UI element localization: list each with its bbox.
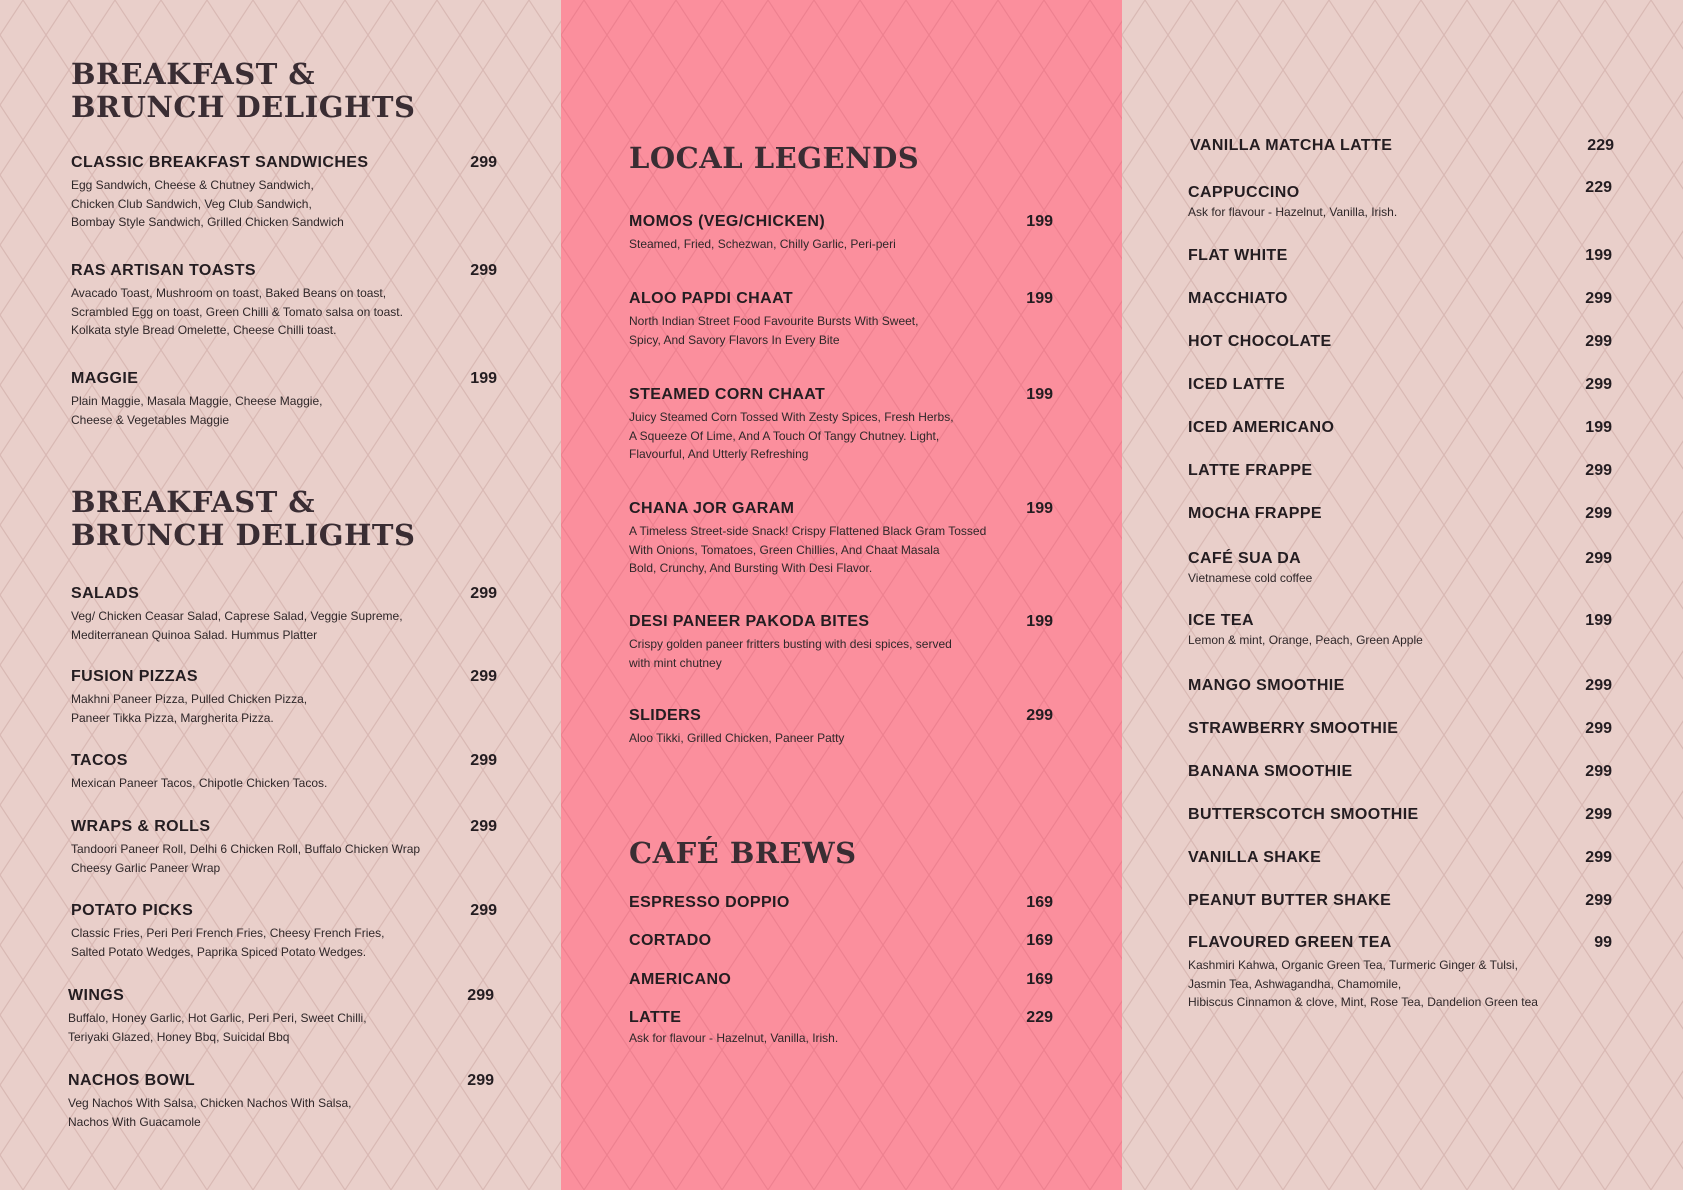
- menu-item: [1188, 333, 1612, 351]
- item-price: 99: [1594, 934, 1612, 951]
- item-price: 229: [1587, 137, 1614, 154]
- item-description: Aloo Tikki, Grilled Chicken, Paneer Patty: [629, 731, 845, 745]
- item-price: 299: [1585, 333, 1612, 350]
- item-name: MANGO SMOOTHIE: [1188, 677, 1345, 694]
- menu-item: [1188, 934, 1612, 1012]
- item-price: 229: [1585, 179, 1612, 196]
- item-name: MOMOS (VEG/CHICKEN): [629, 213, 826, 230]
- item-description: Classic Fries, Peri Peri French Fries, Cheesy French Fries, Salted Potato Wedges, Paprika Spiced Potato Wedges.: [71, 926, 385, 959]
- menu-item: [629, 386, 1053, 464]
- item-price: 299: [467, 987, 494, 1004]
- section-heading-brunch: BREAKFAST & BRUNCH DELIGHTS: [71, 485, 416, 552]
- menu-item: [1188, 763, 1612, 781]
- right-panel: [1122, 0, 1683, 1190]
- item-name: ESPRESSO DOPPIO: [629, 894, 790, 911]
- item-name: SALADS: [71, 585, 140, 602]
- item-name: MAGGIE: [71, 370, 139, 387]
- menu-item: [1188, 505, 1612, 523]
- item-name: VANILLA SHAKE: [1188, 849, 1322, 866]
- item-description: Vietnamese cold coffee: [1188, 571, 1313, 585]
- item-name: FUSION PIZZAS: [71, 668, 198, 685]
- item-name: STRAWBERRY SMOOTHIE: [1188, 720, 1399, 737]
- menu-item: [1188, 376, 1612, 394]
- item-name: LATTE FRAPPE: [1188, 462, 1313, 479]
- menu-item: [71, 585, 497, 644]
- item-description: A Timeless Street-side Snack! Crispy Flattened Black Gram Tossed With Onions, Tomatoes, Green Chillies, And Chaat Masala Bold, Crunchy, And Bursting With Desi Flavor.: [629, 524, 987, 575]
- section-heading-breakfast: BREAKFAST & BRUNCH DELIGHTS: [71, 57, 416, 124]
- item-name: CAFÉ SUA DA: [1188, 550, 1302, 567]
- item-name: CAPPUCCINO: [1188, 184, 1300, 201]
- item-name: STEAMED CORN CHAAT: [629, 386, 826, 403]
- item-price: 299: [1585, 806, 1612, 823]
- item-description: Kashmiri Kahwa, Organic Green Tea, Turmeric Ginger & Tulsi, Jasmin Tea, Ashwagandha, Chamomile, Hibiscus Cinnamon & clove, Mint, Rose Tea, Dandelion Green tea: [1188, 958, 1538, 1009]
- item-price: 199: [1026, 613, 1053, 630]
- menu-item: [71, 902, 497, 961]
- item-price: 299: [1585, 505, 1612, 522]
- item-name: CORTADO: [629, 932, 712, 949]
- item-price: 199: [1026, 386, 1053, 403]
- item-price: 229: [1026, 1009, 1053, 1026]
- menu-item: [629, 894, 1053, 912]
- item-price: 299: [470, 752, 497, 769]
- item-price: 299: [1585, 849, 1612, 866]
- menu-item: [1188, 290, 1612, 308]
- item-name: VANILLA MATCHA LATTE: [1190, 137, 1393, 154]
- item-price: 199: [470, 370, 497, 387]
- menu-item: [1188, 677, 1612, 695]
- item-description: Steamed, Fried, Schezwan, Chilly Garlic, Peri-peri: [629, 237, 896, 251]
- item-price: 299: [1585, 720, 1612, 737]
- item-description: Buffalo, Honey Garlic, Hot Garlic, Peri Peri, Sweet Chilli, Teriyaki Glazed, Honey Bbq, Suicidal Bbq: [68, 1011, 367, 1044]
- menu-item: [629, 213, 1053, 254]
- item-name: SLIDERS: [629, 707, 702, 724]
- item-price: 299: [470, 668, 497, 685]
- item-description: North Indian Street Food Favourite Bursts With Sweet, Spicy, And Savory Flavors In Every Bite: [629, 314, 919, 347]
- left-panel: [0, 0, 561, 1190]
- menu-item: [1188, 720, 1612, 738]
- item-description: Tandoori Paneer Roll, Delhi 6 Chicken Roll, Buffalo Chicken Wrap Cheesy Garlic Paneer Wrap: [71, 842, 421, 875]
- item-description: Mexican Paneer Tacos, Chipotle Chicken Tacos.: [71, 776, 328, 790]
- item-name: CHANA JOR GARAM: [629, 500, 795, 517]
- item-description: Lemon & mint, Orange, Peach, Green Apple: [1188, 633, 1423, 647]
- menu-item: [71, 752, 497, 793]
- item-name: WINGS: [68, 987, 125, 1004]
- menu-item: [1188, 806, 1612, 824]
- menu-item: [1188, 612, 1612, 650]
- item-price: 299: [1585, 376, 1612, 393]
- menu-item: [629, 1009, 1053, 1048]
- menu-item: [1188, 179, 1612, 222]
- item-price: 299: [470, 818, 497, 835]
- item-name: MOCHA FRAPPE: [1188, 505, 1322, 522]
- item-price: 199: [1026, 290, 1053, 307]
- menu-item: [1188, 247, 1612, 265]
- item-description: Juicy Steamed Corn Tossed With Zesty Spices, Fresh Herbs, A Squeeze Of Lime, And A Touch Of Tangy Chutney. Light, Flavourful, And Utterly Refreshing: [629, 410, 954, 461]
- menu-item: [71, 262, 497, 340]
- item-name: MACCHIATO: [1188, 290, 1288, 307]
- item-description: Veg/ Chicken Ceasar Salad, Caprese Salad, Veggie Supreme, Mediterranean Quinoa Salad. Hummus Platter: [71, 609, 403, 642]
- item-name: CLASSIC BREAKFAST SANDWICHES: [71, 154, 369, 171]
- menu-item: [629, 290, 1053, 349]
- item-description: Egg Sandwich, Cheese & Chutney Sandwich, Chicken Club Sandwich, Veg Club Sandwich, Bombay Style Sandwich, Grilled Chicken Sandwich: [71, 178, 344, 229]
- item-price: 199: [1026, 213, 1053, 230]
- item-price: 199: [1585, 247, 1612, 264]
- section-heading-local-legends: LOCAL LEGENDS: [629, 141, 920, 175]
- item-name: ICE TEA: [1188, 612, 1254, 629]
- item-price: 299: [470, 902, 497, 919]
- item-price: 299: [1585, 550, 1612, 567]
- item-price: 169: [1026, 894, 1053, 911]
- menu-item: [629, 500, 1053, 578]
- item-price: 299: [467, 1072, 494, 1089]
- item-price: 169: [1026, 932, 1053, 949]
- item-name: RAS ARTISAN TOASTS: [71, 262, 256, 279]
- menu-item: [1188, 462, 1612, 480]
- item-price: 299: [470, 154, 497, 171]
- item-price: 199: [1585, 612, 1612, 629]
- item-name: FLAVOURED GREEN TEA: [1188, 934, 1392, 951]
- item-price: 199: [1026, 500, 1053, 517]
- menu-item: [629, 971, 1053, 989]
- item-price: 299: [1585, 892, 1612, 909]
- item-name: HOT CHOCOLATE: [1188, 333, 1332, 350]
- item-name: AMERICANO: [629, 971, 732, 988]
- item-price: 299: [1585, 677, 1612, 694]
- menu-item: [71, 154, 497, 232]
- menu-item: [68, 1072, 494, 1131]
- item-name: POTATO PICKS: [71, 902, 194, 919]
- menu-item: [1190, 137, 1614, 155]
- menu-item: [629, 707, 1053, 748]
- item-name: LATTE: [629, 1009, 682, 1026]
- menu-item: [1188, 550, 1612, 588]
- item-price: 169: [1026, 971, 1053, 988]
- section-heading-cafe-brews: CAFÉ BREWS: [629, 836, 857, 870]
- menu-item: [629, 613, 1053, 672]
- item-description: Ask for flavour - Hazelnut, Vanilla, Irish.: [1188, 205, 1398, 219]
- item-description: Plain Maggie, Masala Maggie, Cheese Maggie, Cheese & Vegetables Maggie: [71, 394, 323, 427]
- item-price: 299: [1585, 462, 1612, 479]
- item-name: PEANUT BUTTER SHAKE: [1188, 892, 1392, 909]
- item-name: BANANA SMOOTHIE: [1188, 763, 1353, 780]
- menu-item: [68, 987, 494, 1046]
- item-description: Crispy golden paneer fritters busting with desi spices, served with mint chutney: [629, 637, 952, 670]
- item-description: Avacado Toast, Mushroom on toast, Baked Beans on toast, Scrambled Egg on toast, Green Chilli & Tomato salsa on toast. Kolkata style Bread Omelette, Cheese Chilli toast.: [71, 286, 403, 337]
- item-name: WRAPS & ROLLS: [71, 818, 211, 835]
- menu-item: [71, 818, 497, 877]
- item-name: DESI PANEER PAKODA BITES: [629, 613, 870, 630]
- item-name: ALOO PAPDI CHAAT: [629, 290, 794, 307]
- item-price: 299: [1026, 707, 1053, 724]
- item-price: 299: [1585, 763, 1612, 780]
- menu-item: [71, 668, 497, 727]
- item-description: Makhni Paneer Pizza, Pulled Chicken Pizza, Paneer Tikka Pizza, Margherita Pizza.: [71, 692, 308, 725]
- middle-panel: [561, 0, 1122, 1190]
- menu-item: [629, 932, 1053, 950]
- menu-item: [1188, 849, 1612, 867]
- item-price: 199: [1585, 419, 1612, 436]
- item-name: FLAT WHITE: [1188, 247, 1288, 264]
- item-name: BUTTERSCOTCH SMOOTHIE: [1188, 806, 1419, 823]
- item-price: 299: [470, 585, 497, 602]
- menu-item: [71, 370, 497, 429]
- item-description: Veg Nachos With Salsa, Chicken Nachos With Salsa, Nachos With Guacamole: [68, 1096, 352, 1129]
- menu-item: [1188, 892, 1612, 910]
- item-description: Ask for flavour - Hazelnut, Vanilla, Irish.: [629, 1031, 839, 1045]
- menu-item: [1188, 419, 1612, 437]
- item-name: ICED AMERICANO: [1188, 419, 1335, 436]
- item-name: NACHOS BOWL: [68, 1072, 196, 1089]
- item-name: TACOS: [71, 752, 128, 769]
- item-name: ICED LATTE: [1188, 376, 1286, 393]
- item-price: 299: [1585, 290, 1612, 307]
- item-price: 299: [470, 262, 497, 279]
